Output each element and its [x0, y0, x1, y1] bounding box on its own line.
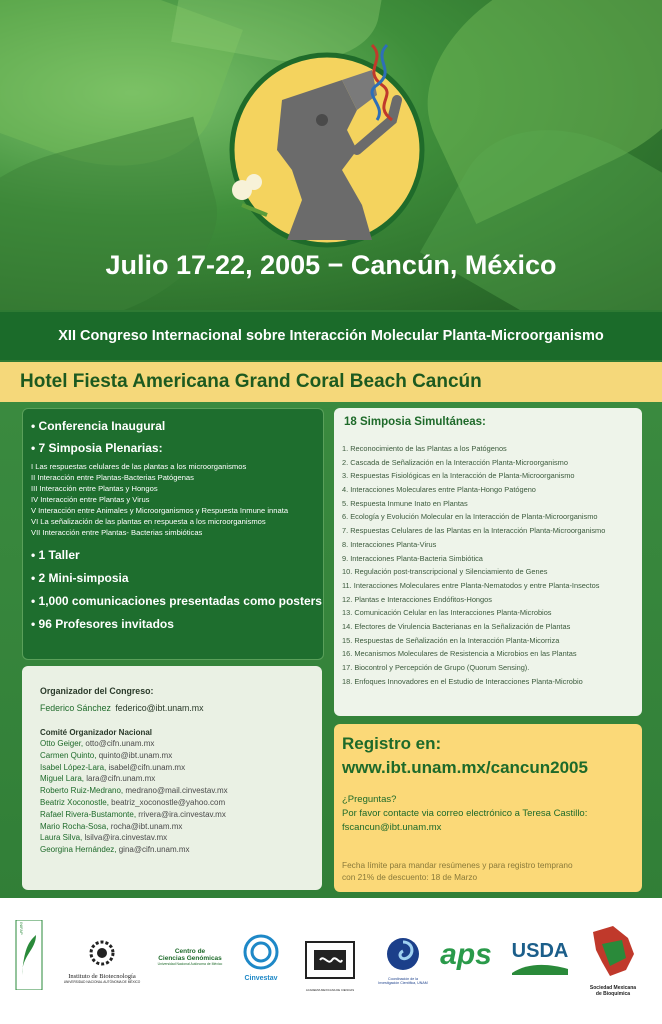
simposia-item: 3. Respuestas Fisiológicas en la Interacción de Planta-Microorganismo — [342, 471, 575, 481]
plenaria-item: I Las respuestas celulares de las plantas a los microorganismos — [31, 462, 247, 471]
plenaria-item: III Interacción entre Plantas y Hongos — [31, 484, 158, 493]
cinvestav-seal-icon — [241, 934, 281, 970]
committee-member: Miguel Lara, lara@cifn.unam.mx — [40, 774, 156, 784]
simposia-item: 14. Efectores de Virulencia Bacterianas en la Señalización de Plantas — [342, 621, 571, 631]
simposia-item: 11. Interacciones Moleculares entre Planta-Nematodos y entre Planta-Insectos — [342, 580, 600, 590]
simposia-item: 13. Comunicación Celular en las Interacciones Planta-Microbios — [342, 608, 552, 618]
congress-title-bar — [0, 312, 662, 360]
taller: • 1 Taller — [31, 548, 80, 562]
simposia-item: 8. Interacciones Planta-Virus — [342, 539, 437, 549]
deadline-line-2: con 21% de descuento: 18 de Marzo — [342, 872, 478, 882]
hero-banner — [0, 0, 662, 310]
committee-title: Comité Organizador Nacional — [40, 728, 153, 737]
inifap-logo: INIFAP — [14, 920, 44, 990]
committee-list — [40, 739, 228, 857]
contact-text: Por favor contacte via correo electrónico a Teresa Castillo: — [342, 808, 588, 819]
committee-member: Carmen Quinto, quinto@ibt.unam.mx — [40, 750, 173, 760]
usda-logo: USDA — [510, 940, 570, 980]
usda-fields-icon — [512, 963, 568, 975]
mayan-figure-emblem-icon — [222, 40, 432, 250]
plenaria-item: VII Interacción entre Plantas- Bacterias simbióticas — [31, 528, 203, 537]
plenaria-item: IV Interacción entre Plantas y Virus — [31, 495, 150, 504]
cic-spiral-icon — [385, 936, 421, 972]
simposia-item: 12. Plantas e Interacciones Endófitos-Hongos — [342, 594, 492, 604]
ccg-logo: Centro de Ciencias Genómicas Universidad Nacional Autónoma de México — [157, 948, 223, 966]
committee-member: Mario Rocha-Sosa, rocha@ibt.unam.mx — [40, 821, 183, 831]
simposia-item: 15. Respuestas de Señalización en la Interacción Planta-Micorriza — [342, 635, 560, 645]
simposia-item: 17. Biocontrol y Percepción de Grupo (Quorum Sensing). — [342, 663, 530, 672]
ibt-logo: Instituto de Biotecnología UNIVERSIDAD NACIONAL AUTÓNOMA DE MÉXICO — [58, 938, 146, 984]
conferencia-inaugural: • Conferencia Inaugural — [31, 419, 166, 433]
amc-emblem-icon — [302, 938, 358, 982]
event-date: Julio 17-22, 2005 − Cancún, México — [105, 250, 557, 280]
committee-member: Isabel López-Lara, isabel@cifn.unam.mx — [40, 762, 186, 772]
simposia-item: 16. Mecanismos Moleculares de Resistencia a Microbios en las Plantas — [342, 649, 577, 659]
simposia-item: 2. Cascada de Señalización en la Interacción Planta-Microorganismo — [342, 457, 568, 467]
simposia-item: 18. Enfoques Innovadores en el Estudio de Interacciones Planta-Microbio — [342, 676, 583, 686]
simposia-item: 4. Interacciones Moleculares entre Planta-Hongo Patógeno — [342, 485, 536, 495]
registration-title: Registro en: — [342, 734, 442, 753]
registration-url[interactable]: www.ibt.unam.mx/cancun2005 — [342, 758, 588, 777]
simposia-item: 6. Ecología y Evolución Molecular en la Interacción de Planta-Microorganismo — [342, 512, 598, 522]
contact-email[interactable]: fscancun@ibt.unam.mx — [342, 822, 442, 833]
committee-member: Otto Geiger, otto@cifn.unam.mx — [40, 739, 155, 748]
simposia-item: 5. Respuesta Inmune Inato en Plantas — [342, 498, 468, 508]
congress-title: XII Congreso Internacional sobre Interacción Molecular Planta-Microorganismo — [58, 328, 604, 344]
venue-name: Hotel Fiesta Americana Grand Coral Beach Cancún — [20, 371, 482, 392]
questions-label: ¿Preguntas? — [342, 794, 397, 805]
posters: • 1,000 comunicaciones presentadas como posters — [31, 594, 322, 608]
cic-unam-logo: Coordinación de la Investigación Científica, UNAM — [368, 936, 438, 985]
plenaria-item: VI La señalización de las plantas en respuesta a los microorganismos — [31, 517, 266, 526]
simposia-item: 1. Reconocimiento de las Plantas a los Patógenos — [342, 444, 507, 453]
ibt-gear-icon — [87, 938, 117, 968]
simposia-panel — [334, 408, 642, 716]
plenaria-item: V Interacción entre Animales y Microorganismos y Respuesta Inmune innata — [31, 506, 289, 515]
aps-logo: aps — [440, 938, 492, 971]
smb-mexico-map-icon — [588, 922, 638, 980]
program-panel — [22, 408, 324, 660]
simposia-list — [342, 444, 605, 690]
sponsor-logos — [0, 898, 662, 1024]
plenarias-title: • 7 Simposia Plenarias: — [31, 441, 163, 455]
committee-member: Georgina Hernández, gina@cifn.unam.mx — [40, 845, 190, 855]
simposia-item: 7. Respuestas Celulares de las Plantas en la Interacción Planta-Microorganismo — [342, 526, 606, 536]
simposia-item: 10. Regulación post-transcripcional y Silenciamiento de Genes — [342, 567, 548, 577]
organizer-title: Organizador del Congreso: — [40, 686, 154, 696]
organizers-panel — [22, 666, 322, 890]
cinvestav-logo: Cinvestav — [238, 934, 284, 982]
organizer-name: Federico Sánchez — [40, 703, 111, 713]
registration-panel — [334, 724, 642, 892]
amc-logo: ACADEMIA MEXICANA DE CIENCIAS — [300, 938, 360, 992]
committee-member: Rafael Rivera-Bustamonte, rrivera@ira.cinvestav.mx — [40, 809, 226, 819]
venue-bar — [0, 362, 662, 402]
organizer-email: federico@ibt.unam.mx — [115, 703, 204, 713]
committee-member: Beatriz Xoconostle, beatriz_xoconostle@yahoo.com — [40, 797, 226, 807]
smb-logo: Sociedad Mexicana de Bioquímica — [582, 922, 644, 997]
profesores: • 96 Profesores invitados — [31, 617, 174, 631]
simposia-item: 9. Interacciones Planta-Bacteria Simbiótica — [342, 553, 483, 563]
mini-simposia: • 2 Mini-simposia — [31, 571, 129, 585]
committee-member: Roberto Ruiz-Medrano, medrano@mail.cinvestav.mx — [40, 786, 228, 796]
plenaria-item: II Interacción entre Plantas-Bacterias Patógenas — [31, 473, 194, 482]
deadline-line-1: Fecha límite para mandar resúmenes y para registro temprano — [342, 860, 573, 870]
simposia-title: 18 Simposia Simultáneas: — [344, 416, 486, 428]
committee-member: Laura Silva, lsilva@ira.cinvestav.mx — [40, 833, 168, 843]
